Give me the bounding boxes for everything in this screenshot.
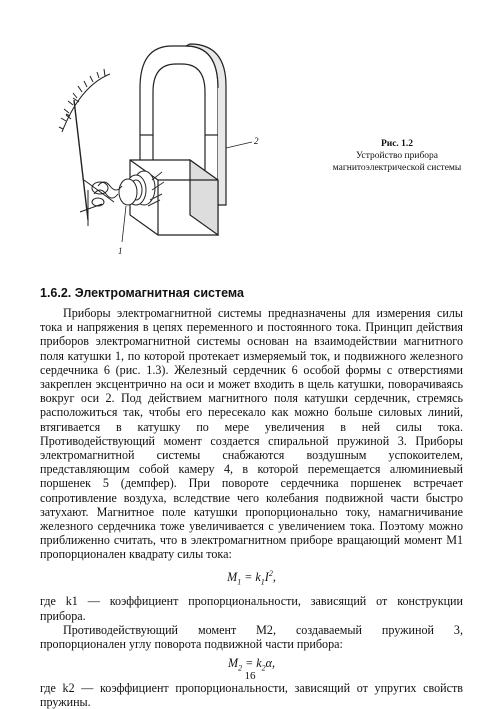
paragraph-3: Противодействующий момент M2, создаваемый пружиной 3, пропорционален углу поворота подвижной части прибора: [40,622,463,651]
pointer-needle [74,100,88,220]
formula-1: $M_1 = k_1I^2$, [227,568,276,587]
caption-number: Рис. 1.2 [380,139,414,149]
figure-label-1: 1 [118,246,123,256]
formula-2: $M_2 = k_2\alpha$, [227,656,276,673]
paragraph-2: где k1 — коэффициент пропорциональности, зависящий от конструкции прибора. [40,594,463,623]
caption-line-1: Устройство прибора [355,151,439,161]
page-number: 16 [244,670,256,682]
instrument-figure [40,30,300,260]
scale-arc [59,69,110,132]
paragraph-4: где k2 — коэффициент пропорциональности, зависящий от упругих свойств пружины. [40,680,463,709]
caption-line-2: магнитоэлектрической системы [332,163,462,173]
figure-caption [322,138,472,174]
paragraph-1: Приборы электромагнитной системы предназначены для измерения силы тока и напряжения в цепях переменного и постоянного тока. Принцип действия приборов электромагнитной системы основан на взаимодействии магнитного поля катушки 1, по которой протекает измеряемый ток, и подвижного железного сердечника 6 (рис. 1.3). Железный сердечник 6 особой формы с отверстиями закреплен эксцентрично на оси и может входить в щель катушки, поворачиваясь вокруг оси 2. Под действием магнитного поля катушки сердечник, стремясь расположиться так, чтобы его пересекало как можно больше силовых линий, втягивается в катушку по мере увеличения в ней силы тока. Противодействующий момент создается спиральной пружиной 3. Приборы электромагнитной системы снабжаются воздушным успокоителем, представляющим собой камеру 4, в которой перемещается алюминиевый поршенек 5 (демпфер). При повороте сердечника поршенек встречает сопротивление воздуха, вследствие чего колебания подвижной части быстро затухают. Магнитное поле катушки пропорционально току, намагничивание железного сердечника тоже увеличивается с увеличением тока. Поэтому можно приближенно считать, что в электромагнитном приборе вращающий момент M1 пропорционален квадрату силы тока: [40,306,463,562]
body-text [40,306,463,709]
figure-label-2: 2 [254,136,259,146]
section-heading: 1.6.2. Электромагнитная система [40,286,244,300]
